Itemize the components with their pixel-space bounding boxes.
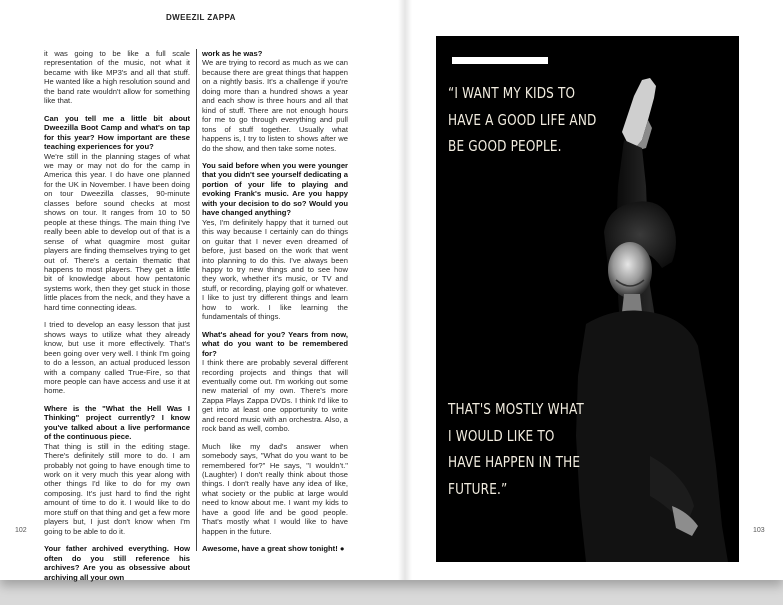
pull-quote-line: HAVE HAPPEN IN THE (448, 453, 581, 471)
interview-question: What's ahead for you? Years from now, what do you want to be remembered for? (202, 329, 348, 358)
photo-panel (436, 36, 739, 562)
pull-quote-line: HAVE A GOOD LIFE AND (448, 110, 597, 129)
pull-quote-line: FUTURE.” (448, 479, 508, 498)
interview-answer: I tried to develop an easy lesson that just shows ways to utilize what they already know, but use it more effectively. That's been going over very well. I think I'm going to do a lesson, an actual produced lesson with a company called True-Fire, so that more people can have access and use it at home. (44, 320, 190, 396)
pull-quote-line: THAT'S MOSTLY WHAT (448, 400, 584, 418)
pull-quote-top (448, 80, 604, 160)
page-gutter (398, 0, 412, 580)
interview-answer: I think there are probably several different recording projects and things that will eventually come out. I'm working out some new material of my own. There's more Zappa Plays Zappa DVDs. I think I'd like to get into at least one opportunity to write and record music with an orchestra. Also, a rock band as well, combo. (202, 358, 348, 434)
pull-quote-bottom (448, 396, 608, 502)
interview-question: You said before when you were younger that you didn't see yourself dedicating a portion of your life to playing and evoking Frank's music. Are you happy with your decision to do so? Would you have changed anything? (202, 160, 348, 218)
interview-answer: it was going to be like a full scale representation of the music, not what it became with like MP3's and all that stuff. He wanted like a high resolution sound and the band rate wouldn't allow for something like that. (44, 49, 190, 106)
text-column-2 (202, 49, 348, 554)
interview-question: Your father archived everything. How often do you still reference his archives? Are you as obsessive about archiving all your own (44, 544, 190, 582)
pull-quote-line: I WOULD LIKE TO (448, 426, 555, 445)
white-accent-bar (452, 57, 548, 64)
interview-answer: That thing is still in the editing stage. There's definitely still more to do. I am probably not going to have enough time to work on it very much this year along with other things I'd like to do for my own composing. It's just hard to find the right amount of time to do it. I would like to do more stuff on that thing and get a few more players but, I just don't know when I'm going to be able to do it. (44, 441, 190, 536)
interview-answer: Yes, I'm definitely happy that it turned out this way because I certainly can do things on guitar that I never even dreamed of before, just based on the work that went into planning to do this. I've always been happy to try new things and to see how they work, whether it's music, or TV and stuff, or recording, playing golf or whatever. I like to just try different things and learn how to work. I like learning the fundamentals of things. (202, 217, 348, 322)
interview-question: Where is the "What the Hell Was I Thinking" project currently? I know you've talked about a live performance of the continuous piece. (44, 403, 190, 442)
interview-answer: We're still in the planning stages of what we may or may not do for the camp in America this year. I do have one planned for the UK in November. I have been doing on tour Dweezilla classes, 90-minute classes before sound checks at most shows on tour. It ranges from 10 to 50 people at these things. The main thing I've really been able to develop out of that is a sense of what quagmire most guitar players are finding themselves trying to get out of. There's a certain thematic that happens to most players. They get a little bit of knowledge about how pentatonic systems work, then they get stuck in those little places from the neck, and they have a hard time connecting ideas. (44, 151, 190, 312)
running-head: DWEEZIL ZAPPA (166, 13, 236, 22)
column-divider (196, 49, 197, 551)
text-column-1 (44, 49, 190, 582)
interview-question: work as he was? (202, 49, 263, 58)
interview-question: Awesome, have a great show tonight! ● (202, 544, 345, 554)
interview-question: Can you tell me a little bit about Dweezilla Boot Camp and what's on tap for this year? How important are these teaching experiences for you? (44, 113, 190, 152)
interview-answer: We are trying to record as much as we can because there are great things that happen on a nightly basis. It's a challenge if you're doing more than a hundred shows a year and each show is three hours and all that kind of stuff. There are not enough hours for me to go through everything and pull tons of stuff together. Usually what happens is, I try to listen to shows after we do the show, and then take some notes. (202, 58, 348, 153)
pull-quote-line: BE GOOD PEOPLE. (448, 137, 562, 155)
pull-quote-line: “I WANT MY KIDS TO (448, 84, 576, 102)
interview-answer: Much like my dad's answer when somebody says, "What do you want to be remembered for?" He says, "I wouldn't." (Laughter) I don't really think about those things. I don't really have any idea of like, what society or the public at large would need to know about me. I want my kids to have a good life and be good people. That's mostly what I would like to have happen in the future. (202, 441, 348, 536)
page-number-left: 102 (15, 527, 27, 534)
page-number-right: 103 (753, 527, 765, 534)
